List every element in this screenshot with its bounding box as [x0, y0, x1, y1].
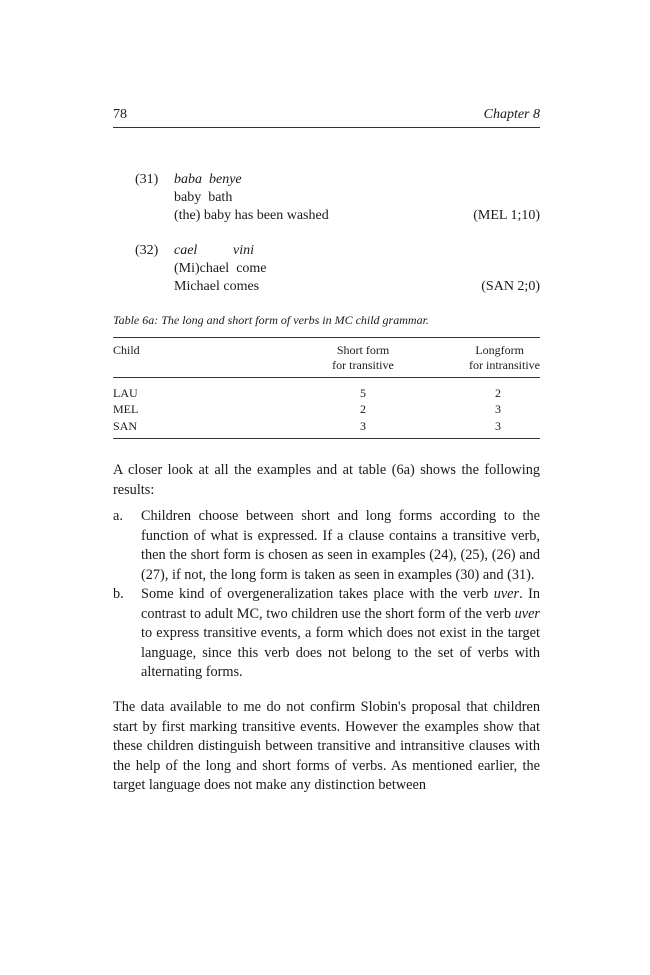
example-source: (SAN 2;0): [481, 279, 540, 294]
page-number: 78: [113, 107, 127, 122]
results-list: [113, 507, 540, 683]
running-header: [113, 107, 540, 128]
list-marker: a.: [113, 508, 123, 524]
column-header-child: Child: [113, 343, 140, 357]
table-cell-child: MEL: [113, 402, 139, 416]
table-cell-child: LAU: [113, 386, 138, 400]
column-header-short-line1: Short form: [336, 343, 390, 357]
table-cell-child: SAN: [113, 419, 138, 433]
list-marker: b.: [113, 586, 124, 602]
example-source: (MEL 1;10): [473, 208, 540, 223]
table-bottom-rule: [113, 438, 540, 439]
table-top-rule: [113, 337, 540, 338]
example-translation: (the) baby has been washed: [174, 208, 329, 223]
example-32: [135, 242, 540, 298]
column-header-long-line2: for intransitive: [469, 358, 540, 372]
example-word: baba: [174, 172, 202, 187]
closing-paragraph: The data available to me do not confirm Slobin's proposal that children start by first marking transitive events. However the examples show that these children distinguish between transitive and intransitive clauses with the help of the long and short forms of verbs. As mentioned earlier, the target language does not make any distinction between: [113, 699, 540, 793]
table-header-rule: [113, 377, 540, 378]
verb-uver: uver: [493, 586, 520, 602]
list-item-text: Some kind of overgeneralization takes place with the verb: [141, 586, 494, 602]
table-caption: Table 6a: The long and short form of verbs in MC child grammar.: [113, 313, 429, 327]
table-cell-long: 3: [495, 402, 501, 416]
list-item-text: . In contrast to adult MC, two children use the short form of the verb: [141, 586, 541, 622]
example-source-line: [174, 242, 254, 260]
example-word: vini: [233, 243, 254, 258]
example-source-line: [174, 171, 242, 189]
column-header-short-line2: for transitive: [332, 358, 394, 372]
example-number: (31): [135, 172, 159, 187]
list-item: [113, 585, 540, 683]
example-number: (32): [135, 243, 159, 258]
intro-paragraph: A closer look at all the examples and at table (6a) shows the following results:: [113, 462, 540, 498]
example-gloss-line: (Mi)chael come: [174, 261, 267, 276]
list-item-text: to express transitive events, a form which does not exist in the target language, since this verb does not belong to the set of verbs with alternating forms.: [141, 625, 540, 680]
verb-uver: uver: [514, 605, 540, 622]
list-item-text: Children choose between short and long forms according to the function of what is expressed. If a clause contains a transitive verb, then the short form is chosen as seen in examples (24), (25), (26) and (27), if not, the long form is taken as seen in examples (30) and (31).: [141, 508, 540, 583]
example-31: [135, 171, 540, 227]
example-translation: Michael comes: [174, 279, 260, 294]
example-word: cael: [174, 243, 198, 258]
table-cell-short: 2: [360, 402, 366, 416]
column-header-long-line1: Longform: [475, 343, 524, 357]
list-item: [113, 507, 540, 585]
verb-form-table: [113, 337, 540, 441]
table-cell-long: 2: [495, 386, 501, 400]
table-cell-long: 3: [495, 419, 501, 433]
chapter-title: Chapter 8: [483, 107, 540, 122]
table-cell-short: 3: [360, 419, 366, 433]
example-gloss-line: baby bath: [174, 190, 233, 205]
table-cell-short: 5: [360, 386, 366, 400]
example-word: benye: [209, 172, 242, 187]
